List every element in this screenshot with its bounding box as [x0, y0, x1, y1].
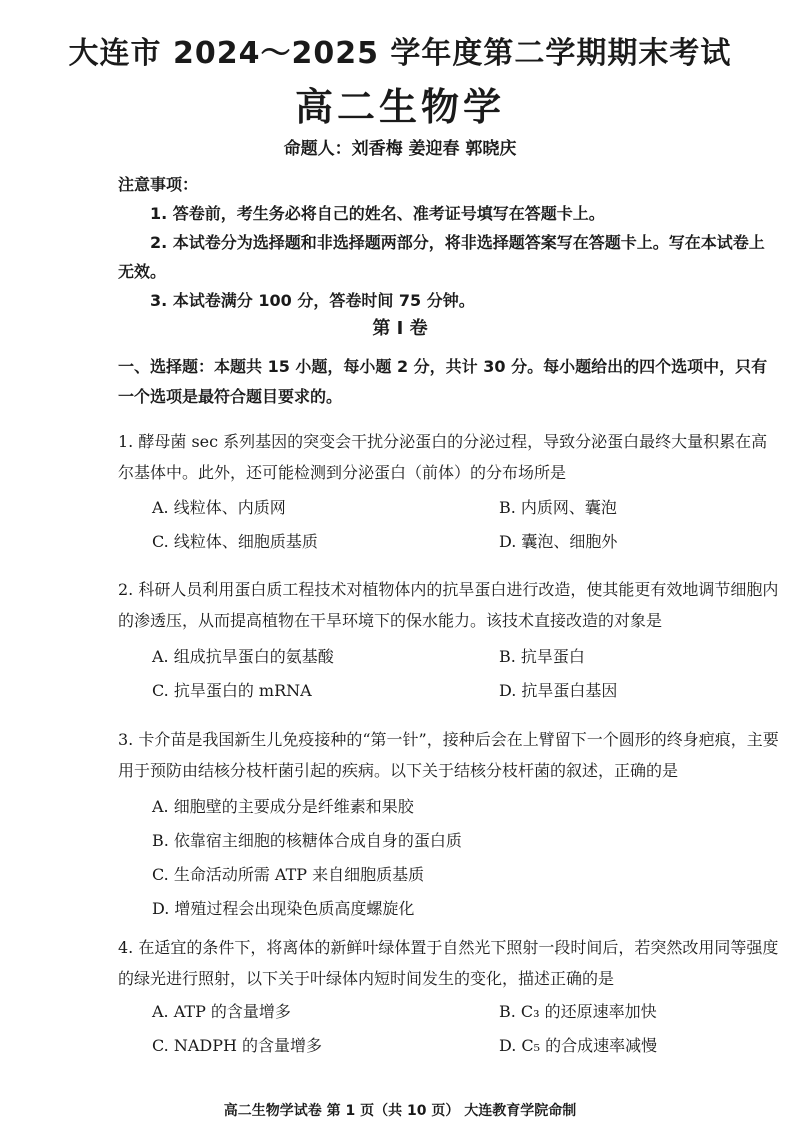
option-c: C. 线粒体、细胞质基质 [152, 531, 318, 551]
option-d: D. C₅ 的合成速率减慢 [499, 1035, 658, 1055]
option-a: A. ATP 的含量增多 [152, 1001, 291, 1021]
question-4-options [152, 994, 772, 1062]
question-3-stem: 3. 卡介苗是我国新生儿免疫接种的“第一针”，接种后会在上臂留下一个圆形的终身疤痕，主要用于预防由结核分枝杆菌引起的疾病。以下关于结核分枝杆菌的叙述，正确的是 [118, 730, 779, 780]
question-4-stem: 4. 在适宜的条件下，将离体的新鲜叶绿体置于自然光下照射一段时间后，若突然改用同等强度的绿光进行照射，以下关于叶绿体内短时间发生的变化，描述正确的是 [118, 938, 779, 988]
section-title: 第 I 卷 [372, 318, 428, 339]
option-c: C. NADPH 的含量增多 [152, 1035, 323, 1055]
question-1-options [152, 490, 772, 558]
notice-item-3: 3. 本试卷满分 100 分，答卷时间 75 分钟。 [150, 291, 475, 310]
part-one-instructions: 一、选择题：本题共 15 小题，每小题 2 分，共计 30 分。每小题给出的四个选项中，只有一个选项是最符合题目要求的。 [118, 357, 768, 406]
subject-title: 高二生物学 [294, 85, 505, 129]
question-2-stem: 2. 科研人员利用蛋白质工程技术对植物体内的抗旱蛋白进行改造，使其能更有效地调节细胞内的渗透压，从而提高植物在干旱环境下的保水能力。该技术直接改造的对象是 [118, 580, 779, 630]
authors-line: 命题人：刘香梅 姜迎春 郭晓庆 [283, 139, 517, 159]
option-b: B. 内质网、囊泡 [499, 497, 617, 517]
page-footer: 高二生物学试卷 第 1 页（共 10 页） 大连教育学院命制 [223, 1103, 577, 1119]
option-b: B. 抗旱蛋白 [499, 646, 585, 666]
option-a: A. 线粒体、内质网 [152, 497, 286, 517]
notice-item-1: 1. 答卷前，考生务必将自己的姓名、准考证号填写在答题卡上。 [150, 204, 605, 223]
option-d: D. 囊泡、细胞外 [499, 531, 618, 551]
option-d: D. 增殖过程会出现染色质高度螺旋化 [152, 898, 415, 918]
option-d: D. 抗旱蛋白基因 [499, 680, 618, 700]
exam-title: 大连市 2024～2025 学年度第二学期期末考试 [68, 36, 732, 71]
notice-heading: 注意事项： [118, 175, 199, 194]
question-1-stem: 1. 酵母菌 sec 系列基因的突变会干扰分泌蛋白的分泌过程，导致分泌蛋白最终大量积累在高尔基体中。此外，还可能检测到分泌蛋白（前体）的分布场所是 [118, 432, 768, 482]
option-c: C. 生命活动所需 ATP 来自细胞质基质 [152, 864, 425, 884]
option-c: C. 抗旱蛋白的 mRNA [152, 680, 312, 700]
question-2-options [152, 639, 772, 707]
question-3-options [152, 788, 772, 924]
option-a: A. 组成抗旱蛋白的氨基酸 [152, 646, 334, 666]
option-b: B. 依靠宿主细胞的核糖体合成自身的蛋白质 [152, 830, 462, 850]
notice-item-2: 2. 本试卷分为选择题和非选择题两部分，将非选择题答案写在答题卡上。写在本试卷上无效。 [118, 233, 765, 281]
option-a: A. 细胞壁的主要成分是纤维素和果胶 [152, 796, 414, 816]
option-b: B. C₃ 的还原速率加快 [499, 1001, 657, 1021]
